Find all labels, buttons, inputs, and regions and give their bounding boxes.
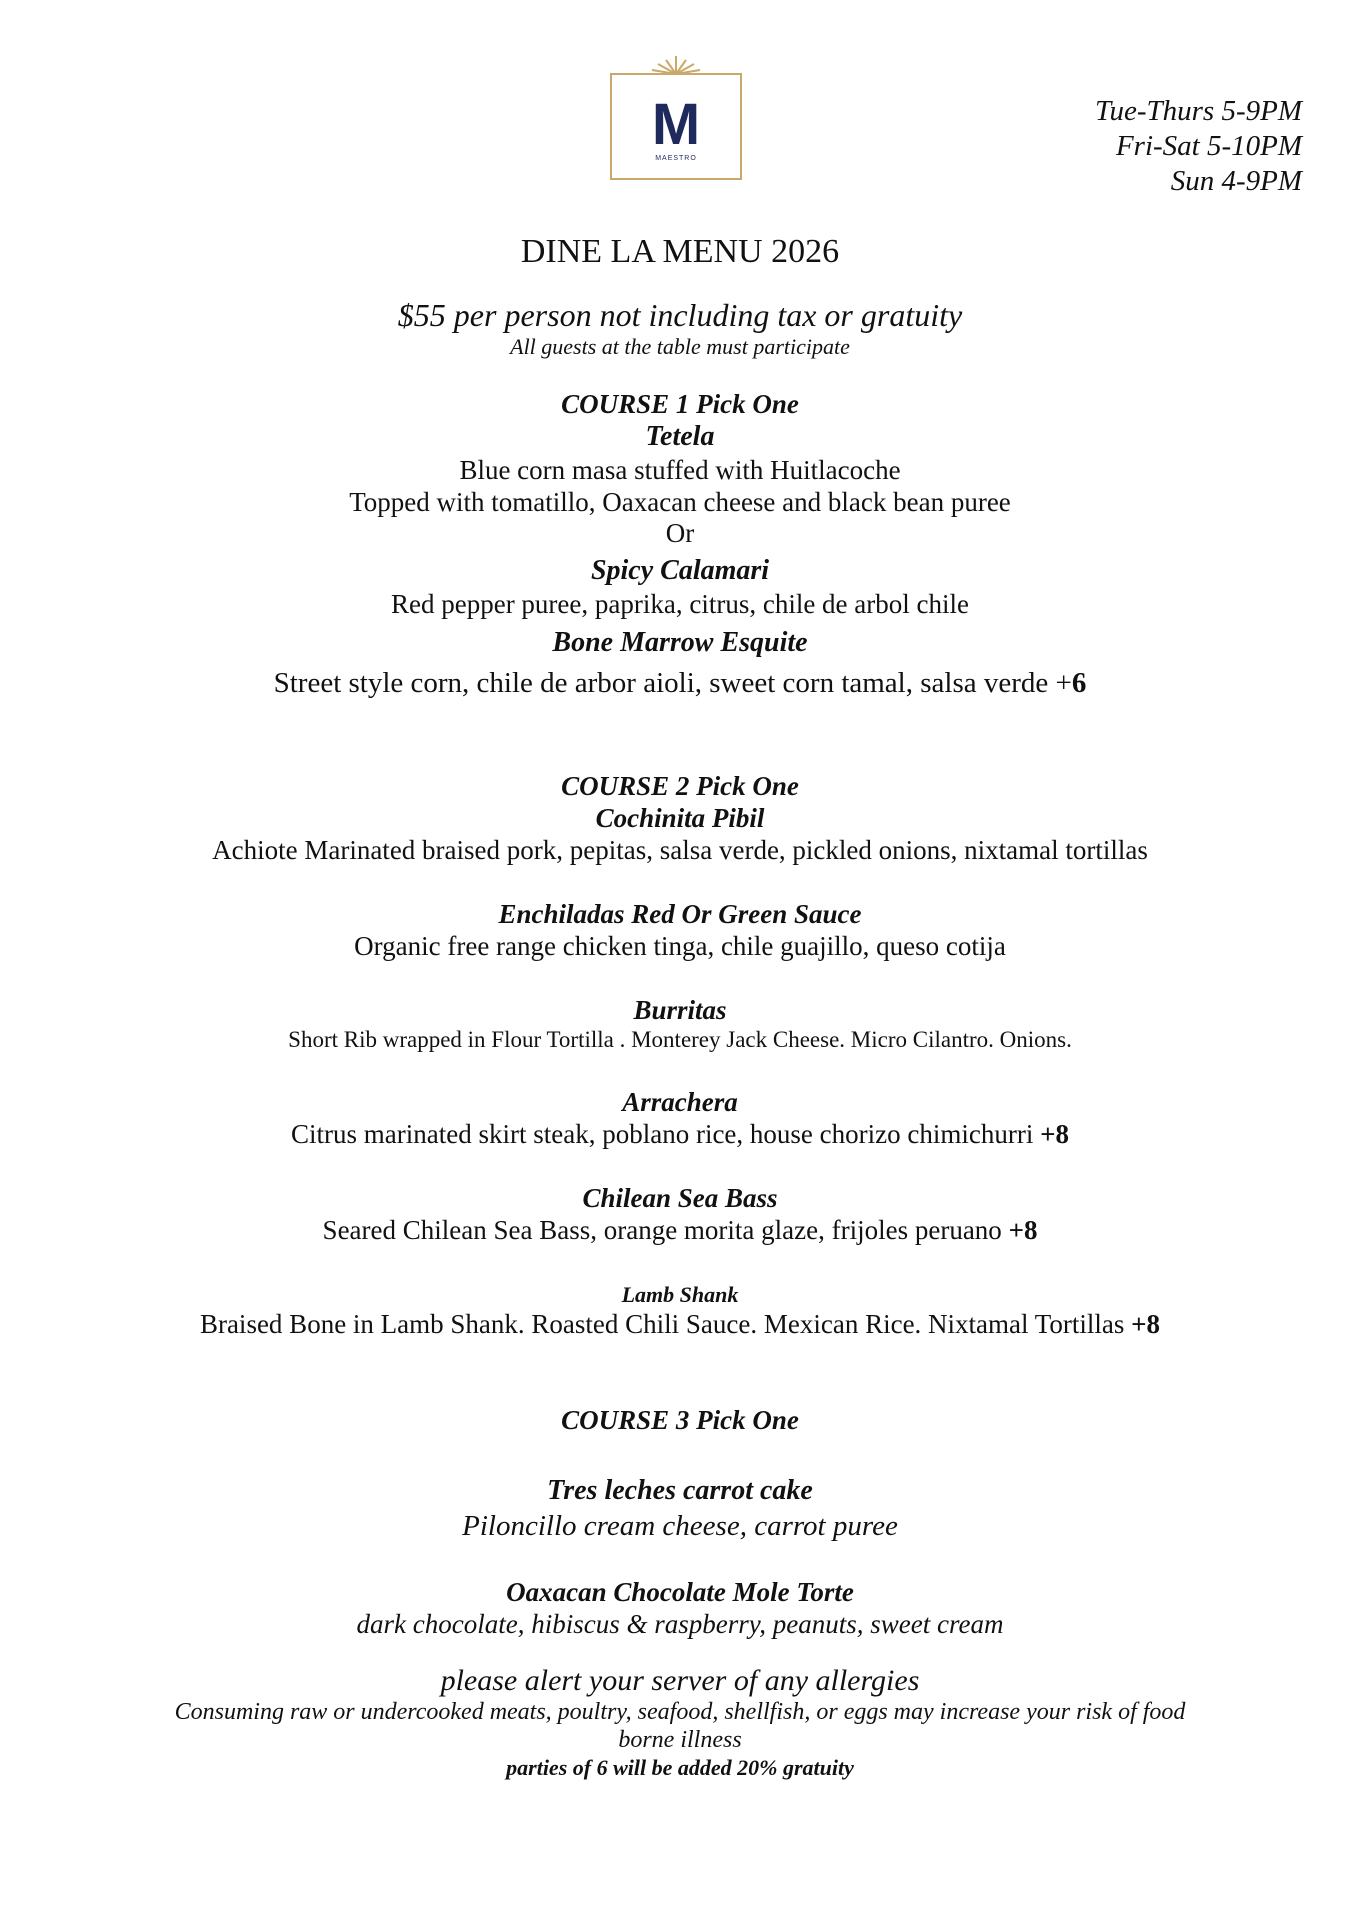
- logo-wordmark: MAESTRO: [655, 155, 697, 162]
- maestro-logo: [608, 52, 744, 182]
- dish-tetela: Tetela: [645, 421, 715, 452]
- surcharge: +8: [1040, 1119, 1069, 1149]
- dish-enchiladas-desc: Organic free range chicken tinga, chile guajillo, queso cotija: [354, 931, 1006, 961]
- dish-esquite-desc-text: Street style corn, chile de arbor aioli, sweet corn tamal, salsa verde +: [273, 667, 1072, 699]
- dish-enchiladas: Enchiladas Red Or Green Sauce: [498, 899, 862, 929]
- hours-line: Fri-Sat 5-10PM: [1115, 130, 1302, 162]
- dish-pibil: Cochinita Pibil: [595, 803, 765, 833]
- hours-block: [1095, 94, 1302, 199]
- dish-arrachera-desc: [0, 1118, 1360, 1150]
- dish-calamari: Spicy Calamari: [590, 555, 770, 586]
- dish-lamb-desc-text: Braised Bone in Lamb Shank. Roasted Chili Sauce. Mexican Rice. Nixtamal Tortillas: [199, 1309, 1132, 1339]
- dish-esquite-desc: [0, 664, 1360, 702]
- dish-esquite: Bone Marrow Esquite: [552, 627, 808, 658]
- hours-line: Sun 4-9PM: [1170, 165, 1302, 197]
- dish-mole-torte-desc: dark chocolate, hibiscus & raspberry, peanuts, sweet cream: [356, 1609, 1004, 1639]
- dish-burritas-desc: Short Rib wrapped in Flour Tortilla . Monterey Jack Cheese. Micro Cilantro. Onions.: [288, 1027, 1072, 1052]
- dish-calamari-desc: Red pepper puree, paprika, citrus, chile de arbol chile: [390, 589, 969, 619]
- price-line: $55 per person not including tax or gratuity: [397, 297, 963, 333]
- allergy-note: please alert your server of any allergies: [440, 1664, 920, 1697]
- dish-lamb: Lamb Shank: [621, 1282, 739, 1307]
- surcharge: +8: [1008, 1215, 1038, 1245]
- dish-seabass: Chilean Sea Bass: [582, 1183, 778, 1213]
- dish-carrot-cake: Tres leches carrot cake: [547, 1475, 813, 1506]
- surcharge: 6: [1071, 667, 1087, 699]
- food-warning-line2: borne illness: [618, 1727, 742, 1753]
- course3-heading: COURSE 3 Pick One: [561, 1405, 799, 1435]
- dish-burritas: Burritas: [633, 995, 727, 1025]
- menu-body: [0, 230, 1360, 1782]
- dish-mole-torte: Oaxacan Chocolate Mole Torte: [506, 1577, 854, 1607]
- agave-icon: [652, 56, 700, 74]
- dish-seabass-desc-text: Seared Chilean Sea Bass, orange morita glaze, frijoles peruano: [322, 1215, 1009, 1245]
- surcharge: +8: [1131, 1309, 1161, 1339]
- dish-tetela-desc2: Topped with tomatillo, Oaxacan cheese and black bean puree: [349, 487, 1011, 517]
- dish-seabass-desc: [0, 1214, 1360, 1246]
- dish-pibil-desc: Achiote Marinated braised pork, pepitas, salsa verde, pickled onions, nixtamal tortillas: [212, 835, 1148, 865]
- logo-letter: M: [651, 92, 701, 157]
- gratuity-note: parties of 6 will be added 20% gratuity: [506, 1755, 854, 1780]
- dish-arrachera-desc-text: Citrus marinated skirt steak, poblano rice, house chorizo chimichurri: [291, 1119, 1041, 1149]
- dish-lamb-desc: [0, 1308, 1360, 1340]
- participation-note: All guests at the table must participate: [510, 334, 850, 359]
- dish-tetela-desc1: Blue corn masa stuffed with Huitlacoche: [459, 455, 901, 485]
- course1-heading: COURSE 1 Pick One: [561, 389, 799, 419]
- page-title: DINE LA MENU 2026: [520, 233, 840, 270]
- dish-arrachera: Arrachera: [622, 1087, 738, 1117]
- hours-line: Tue-Thurs 5-9PM: [1094, 95, 1302, 127]
- dish-carrot-cake-desc: Piloncillo cream cheese, carrot puree: [462, 1510, 898, 1542]
- course2-heading: COURSE 2 Pick One: [561, 771, 799, 801]
- food-warning-line1: Consuming raw or undercooked meats, poultry, seafood, shellfish, or eggs may increase your risk of food: [174, 1699, 1186, 1725]
- or-label: Or: [665, 518, 695, 548]
